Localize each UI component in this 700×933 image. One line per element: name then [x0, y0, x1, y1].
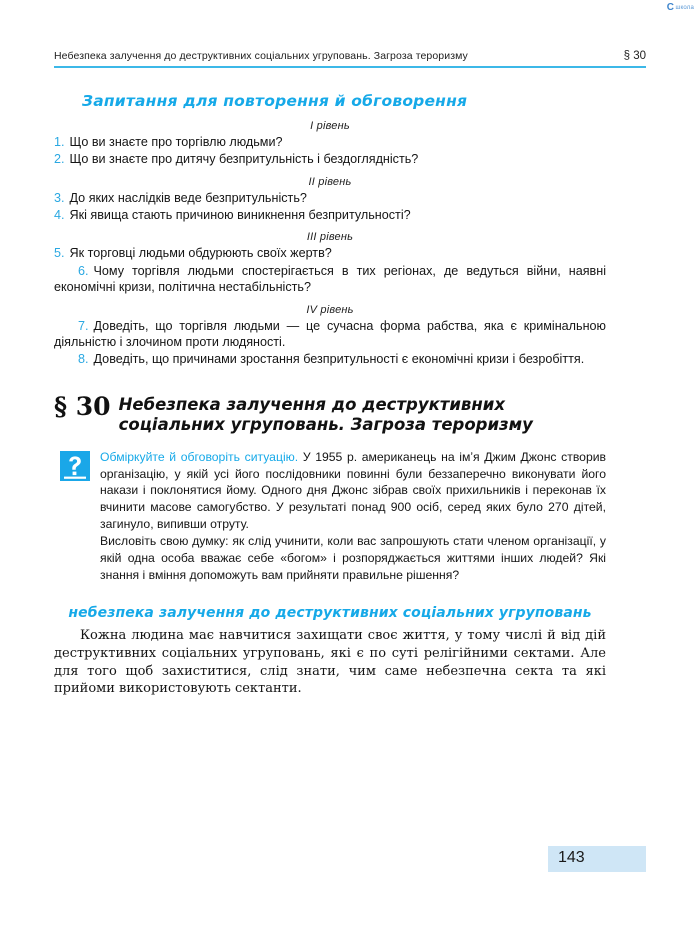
list-item: [54, 151, 606, 167]
list-item: [54, 207, 606, 223]
question-number: 1.: [54, 135, 65, 149]
subsection-heading: небезпека залучення до деструктивних соціальних угруповань: [68, 605, 592, 622]
watermark-logo-icon: С: [666, 2, 674, 13]
question-list-level-1: [54, 134, 606, 168]
list-item: [54, 351, 606, 367]
question-list-level-4: [54, 318, 606, 368]
discuss-paragraph-1: [100, 449, 606, 533]
question-number: 7.: [78, 318, 89, 333]
subsection-body-paragraph: Кожна людина має навчитися захищати своє життя, у тому числі й від дій деструктивних соціальних угруповань, які є по суті релігійними сектами. Але для того щоб захиститися, слід знати, чим саме небезпечна секта та які прийоми використовують сектанти.: [54, 628, 606, 697]
discuss-lead-in: Обміркуйте й обговоріть ситуацію.: [100, 449, 299, 464]
question-number: 5.: [54, 246, 65, 261]
question-text: Доведіть, що причинами зростання безпритульності є економічні кризи і безробіття.: [93, 352, 585, 367]
running-head: [54, 50, 646, 68]
running-head-section-ref: § 30: [623, 50, 646, 62]
question-text: Що ви знаєте про торгівлю людьми?: [69, 135, 283, 149]
question-list-level-2: [54, 190, 606, 224]
section-sign: § 30: [54, 391, 111, 421]
question-mark-icon: [60, 451, 90, 481]
list-item: [54, 190, 606, 206]
level-label-2: II рівень: [308, 175, 352, 188]
section-title: Небезпека залучення до деструктивних соціальних угруповань. Загроза тероризму: [118, 394, 533, 434]
question-text: До яких наслідків веде безпритульність?: [69, 190, 307, 205]
question-text: Які явища стають причиною виникнення безпритульності?: [69, 208, 411, 223]
page-number: 143: [558, 849, 585, 866]
question-text: Чому торгівля людьми спостерігається в тих регіонах, де ведуться війни, наявні економічні кризи, політична нестабільність?: [54, 263, 606, 295]
watermark-label: школа: [675, 5, 694, 11]
level-label-3: III рівень: [306, 231, 354, 244]
question-text: Як торговці людьми обдурюють своїх жертв?: [69, 246, 332, 261]
list-item: [54, 134, 606, 150]
list-item: [54, 245, 606, 261]
review-questions-heading: Запитання для повторення й обговорення: [82, 92, 468, 110]
site-watermark: [667, 3, 694, 13]
running-head-title: Небезпека залучення до деструктивних соціальних угруповань. Загроза тероризму: [54, 50, 468, 62]
discuss-situation-block: [54, 449, 606, 584]
list-item: [54, 263, 606, 296]
question-number: 6.: [78, 263, 89, 278]
discuss-paragraph-2: Висловіть свою думку: як слід учинити, коли вас запрошують стати членом організації, у якій одна особа вважає себе «богом» і розпоряджається життями інших людей? Які знання і вміння допоможуть вам прийняти правильне рішення?: [100, 534, 606, 582]
level-label-1: I рівень: [310, 120, 350, 132]
question-text: Що ви знаєте про дитячу безпритульність і бездоглядність?: [69, 152, 419, 167]
question-text: Доведіть, що торгівля людьми — це сучасна форма рабства, яка є кримінальною діяльністю і злочином проти людяності.: [54, 318, 606, 349]
section-heading: [54, 391, 606, 435]
page-content: [54, 92, 606, 698]
question-number: 3.: [54, 190, 65, 205]
folio-band: [548, 846, 646, 872]
discuss-situation-text: [100, 449, 606, 584]
question-list-level-3: [54, 245, 606, 295]
question-number: 4.: [54, 208, 65, 223]
level-label-4: IV рівень: [306, 303, 354, 316]
list-item: [54, 318, 606, 351]
question-number: 2.: [54, 152, 65, 167]
discuss-body-1: У 1955 р. американець на імʼя Джим Джонс створив організацію, у якій усі його послідовники повинні були беззаперечно виконувати його накази і поклонятися йому. Одного дня Джонс зібрав своїх прихильників і переконав їх вчинити масове самогубство. У результаті понад 900 осіб, серед яких було 270 дітей, загинуло, випивши отруту.: [100, 449, 607, 531]
question-number: 8.: [78, 352, 89, 367]
